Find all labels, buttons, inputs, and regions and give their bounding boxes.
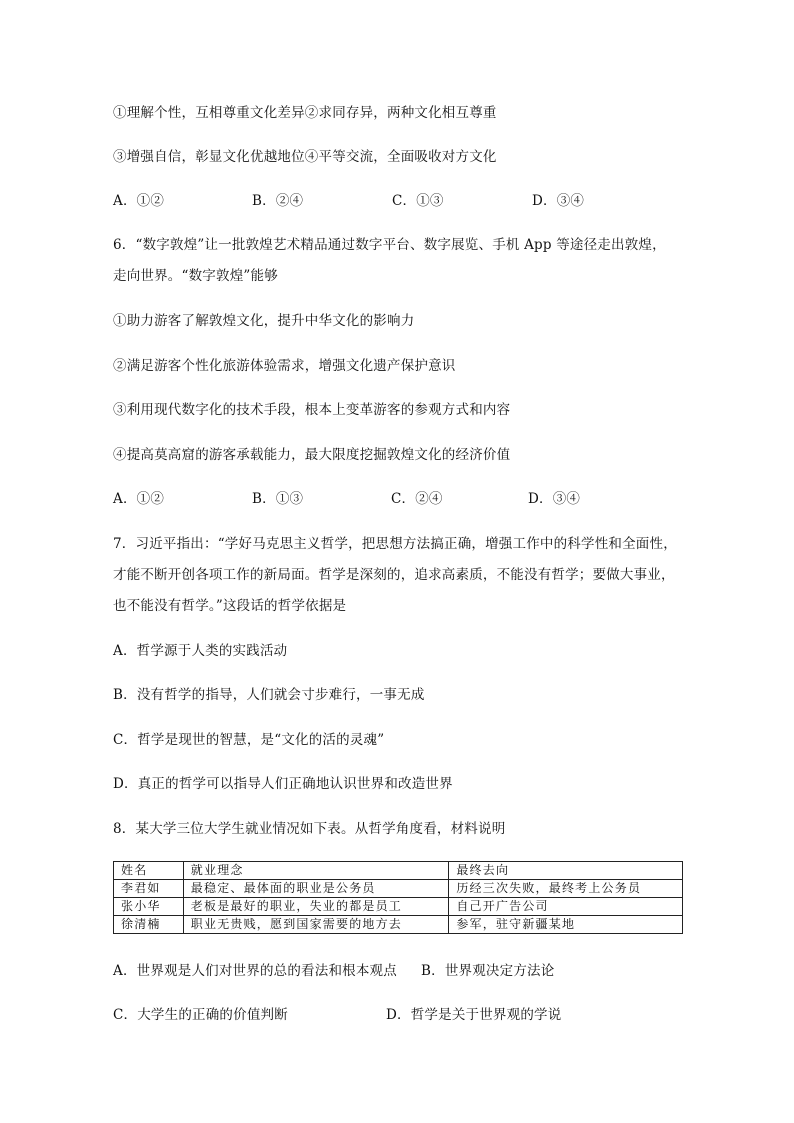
table-cell-concept: 职业无贵贱，愿到国家需要的地方去 <box>183 916 449 934</box>
table-cell-concept: 最稳定、最体面的职业是公务员 <box>183 880 449 898</box>
q8-stem: 8．某大学三位大学生就业情况如下表。从哲学角度看，材料说明 <box>113 821 506 837</box>
q6-statement-1: ①助力游客了解敦煌文化，提升中华文化的影响力 <box>113 313 415 329</box>
q6-option-d[interactable]: D．③④ <box>528 491 581 507</box>
q8-option-b[interactable]: B．世界观决定方法论 <box>421 963 555 979</box>
employment-table <box>113 861 683 934</box>
q6-stem-line-2: 走向世界。“数字敦煌”能够 <box>113 268 278 284</box>
table-cell-name: 李君如 <box>114 880 184 898</box>
q5-option-b[interactable]: B．②④ <box>252 193 304 209</box>
q8-option-a[interactable]: A．世界观是人们对世界的总的看法和根本观点 <box>113 963 397 979</box>
q7-option-b[interactable]: B．没有哲学的指导，人们就会寸步难行，一事无成 <box>113 687 425 703</box>
q6-option-c[interactable]: C．②④ <box>391 491 443 507</box>
table-header-row <box>114 862 683 880</box>
table-header-concept: 就业理念 <box>183 862 449 880</box>
q5-option-c[interactable]: C．①③ <box>392 193 444 209</box>
table-cell-destination: 参军，驻守新疆某地 <box>449 916 683 934</box>
table-cell-name: 徐清楠 <box>114 916 184 934</box>
q8-option-d[interactable]: D．哲学是关于世界观的学说 <box>386 1007 562 1023</box>
q6-option-b[interactable]: B．①③ <box>252 491 304 507</box>
q6-statement-4: ④提高莫高窟的游客承载能力，最大限度挖掘敦煌文化的经济价值 <box>113 447 511 463</box>
table-cell-destination: 自己开广告公司 <box>449 898 683 916</box>
table-row <box>114 898 683 916</box>
table-row <box>114 880 683 898</box>
table-row <box>114 916 683 934</box>
table-cell-concept: 老板是最好的职业，失业的都是员工 <box>183 898 449 916</box>
q6-statement-3: ③利用现代数字化的技术手段，根本上变革游客的参观方式和内容 <box>113 402 511 418</box>
table-header-name: 姓名 <box>114 862 184 880</box>
q7-option-d[interactable]: D．真正的哲学可以指导人们正确地认识世界和改造世界 <box>113 776 453 792</box>
q5-option-a[interactable]: A．①② <box>113 193 165 209</box>
q5-option-d[interactable]: D．③④ <box>532 193 585 209</box>
q7-option-c[interactable]: C．哲学是现世的智慧，是“文化的活的灵魂” <box>113 732 385 748</box>
q5-statements-line-2: ③增强自信，彰显文化优越地位④平等交流，全面吸收对方文化 <box>113 149 497 165</box>
table-cell-destination: 历经三次失败，最终考上公务员 <box>449 880 683 898</box>
q8-option-c[interactable]: C．大学生的正确的价值判断 <box>113 1007 288 1023</box>
q7-stem-line-3: 也不能没有哲学。”这段话的哲学依据是 <box>113 598 347 614</box>
q6-option-a[interactable]: A．①② <box>113 491 165 507</box>
table-cell-name: 张小华 <box>114 898 184 916</box>
q6-statement-2: ②满足游客个性化旅游体验需求，增强文化遗产保护意识 <box>113 358 456 374</box>
table-header-destination: 最终去向 <box>449 862 683 880</box>
q7-option-a[interactable]: A．哲学源于人类的实践活动 <box>113 643 288 659</box>
q7-stem-line-1: 7．习近平指出：“学好马克思主义哲学，把思想方法搞正确，增强工作中的科学性和全面性， <box>113 536 677 552</box>
q7-stem-line-2: 才能不断开创各项工作的新局面。哲学是深刻的，追求高素质，不能没有哲学；要做大事业， <box>113 567 675 583</box>
q5-statements-line-1: ①理解个性，互相尊重文化差异②求同存异，两种文化相互尊重 <box>113 105 497 121</box>
q6-stem-line-1: 6．“数字敦煌”让一批敦煌艺术精品通过数字平台、数字展览、手机 App 等途径走出敦煌， <box>113 237 666 253</box>
